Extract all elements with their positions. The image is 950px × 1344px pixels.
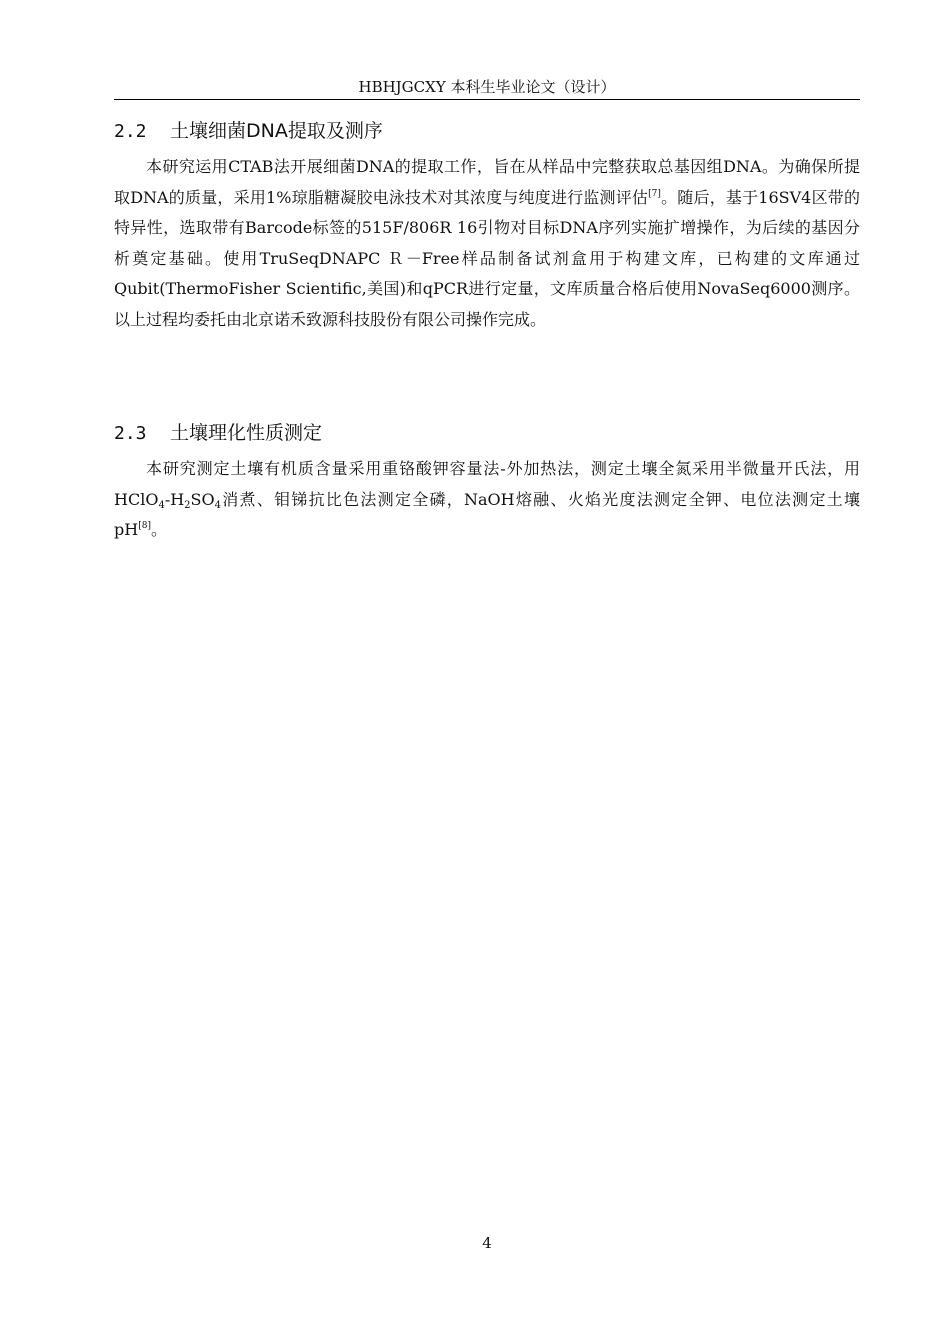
page-header: HBHJGCXY 本科生毕业论文（设计） bbox=[358, 78, 616, 96]
header-rule bbox=[114, 99, 860, 100]
citation: [8] bbox=[138, 521, 151, 531]
section-number: 2.2 bbox=[114, 121, 147, 142]
section-paragraph bbox=[114, 454, 860, 546]
section-heading bbox=[114, 116, 860, 146]
section-paragraph bbox=[114, 152, 860, 335]
paragraph-text: 。 bbox=[150, 520, 167, 539]
section-title: 土壤细菌DNA提取及测序 bbox=[170, 120, 383, 142]
paragraph-text: 消煮、钼锑抗比色法测定全磷，NaOH熔融、火焰光度法测定全钾、电位法测定土壤pH bbox=[114, 489, 860, 539]
section-number: 2.3 bbox=[114, 423, 147, 444]
subscript: 2 bbox=[184, 499, 191, 511]
paragraph-text: -H bbox=[164, 489, 185, 509]
paragraph-text: 本研究测定土壤有机质含量采用重铬酸钾容量法-外加热法，测定土壤全氮采用半微量开氏法，用HClO bbox=[114, 459, 860, 509]
subscript: 4 bbox=[158, 499, 165, 511]
section-title: 土壤理化性质测定 bbox=[170, 422, 323, 444]
section-2-3 bbox=[114, 418, 860, 546]
paragraph-text: SO bbox=[190, 489, 215, 509]
subscript: 4 bbox=[214, 499, 221, 511]
page-number: 4 bbox=[482, 1234, 492, 1252]
section-2-2 bbox=[114, 116, 860, 335]
paragraph-text: 本研究运用CTAB法开展细菌DNA的提取工作，旨在从样品中完整获取总基因组DNA。为确保所提取DNA的质量，采用1%琼脂糖凝胶电泳技术对其浓度与纯度进行监测评估 bbox=[114, 157, 860, 207]
citation: [7] bbox=[648, 188, 661, 199]
paragraph-text: 。随后，基于16SV4区带的特异性，选取带有Barcode标签的515F/806R 16引物对目标DNA序列实施扩增操作，为后续的基因分析奠定基础。使用TruSeqDNAPC Ｒ－Free样品制备试剂盒用于构建文库，已构建的文库通过Qubit(ThermoFisher Scientific,美国)和qPCR进行定量，文库质量合格后使用NovaSeq6000测序。以上过程均委托由北京诺禾致源科技股份有限公司操作完成。 bbox=[114, 187, 860, 329]
section-heading bbox=[114, 418, 860, 448]
